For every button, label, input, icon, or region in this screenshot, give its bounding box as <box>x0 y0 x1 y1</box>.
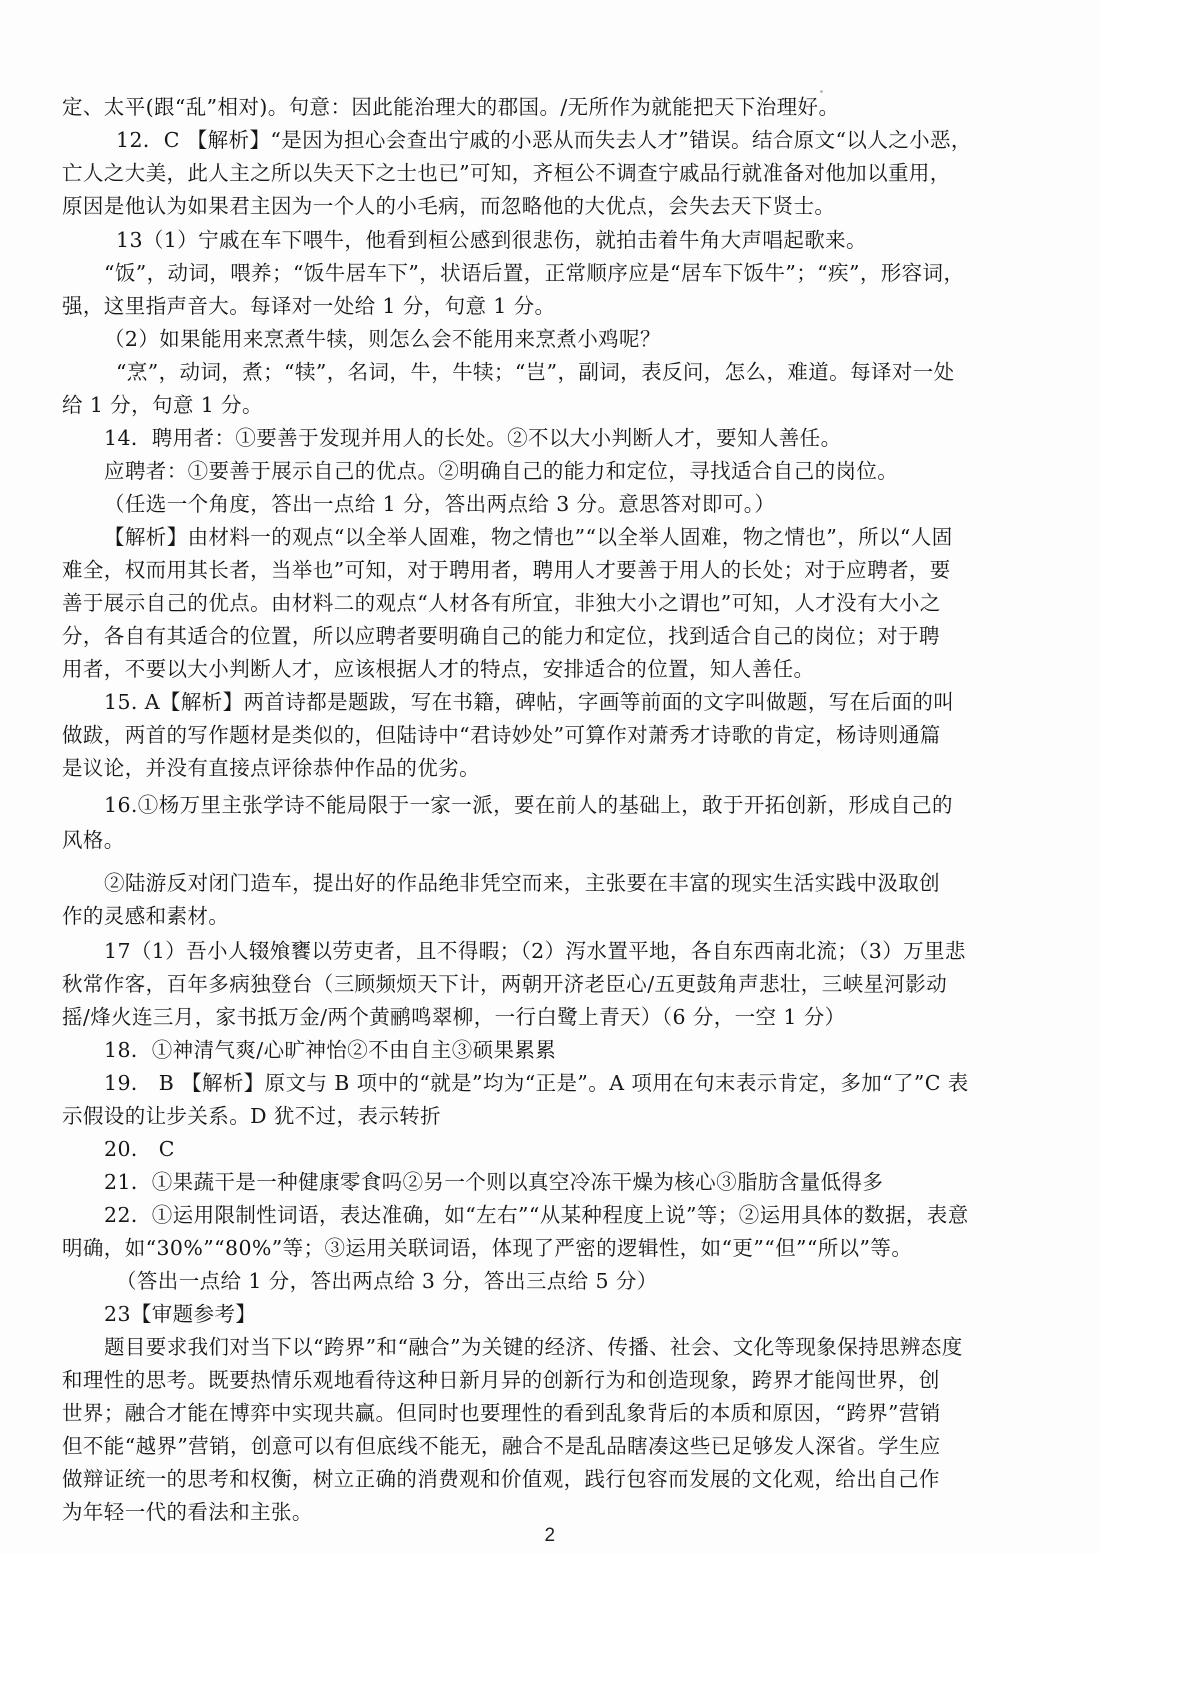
text-line: （任选一个角度，答出一点给 1 分，答出两点给 3 分。意思答对即可。） <box>104 492 776 516</box>
text-line: （2）如果能用来烹煮牛犊，则怎么会不能用来烹煮小鸡呢？ <box>104 327 661 351</box>
text-line: 世界；融合才能在博弈中实现共赢。但同时也要理性的看到乱象背后的本质和原因，“跨界”营销 <box>62 1401 941 1425</box>
text-line: 亡人之大美，此人主之所以失天下之士也已”可知，齐桓公不调查宁戚品行就准备对他加以重用， <box>62 161 951 185</box>
text-line: 秋常作客，百年多病独登台（三顾频烦天下计，两朝开济老臣心/五更鼓角声悲壮，三峡星河影动 <box>62 972 948 996</box>
text-line: 示假设的让步关系。D 犹不过，表示转折 <box>62 1104 442 1128</box>
text-line: 摇/烽火连三月，家书抵万金/两个黄鹂鸣翠柳，一行白鹭上青天）（6 分，一空 1 分） <box>62 1005 846 1029</box>
text-line: 给 1 分，句意 1 分。 <box>62 393 263 417</box>
text-line: 19． B 【解析】原文与 B 项中的“就是”均为“正是”。A 项用在句末表示肯定，多加“了”C 表 <box>104 1071 969 1095</box>
text-line: 做跋，两首的写作题材是类似的，但陆诗中“君诗妙处”可算作对萧秀才诗歌的肯定，杨诗则通篇 <box>62 723 941 747</box>
text-line: 和理性的思考。既要热情乐观地看待这种日新月异的创新行为和创造现象，跨界才能闯世界，创 <box>62 1368 940 1392</box>
text-line: 15. A【解析】两首诗都是题跋，写在书籍，碑帖，字画等前面的文字叫做题，写在后面的叫 <box>104 690 955 714</box>
text-line: 作的灵感和素材。 <box>62 904 230 928</box>
text-line: 12．C 【解析】“是因为担心会查出宁戚的小恶从而失去人才”错误。结合原文“以人之小恶， <box>116 128 972 152</box>
text-line: 风格。 <box>62 828 125 852</box>
text-line: 14．聘用者：①要善于发现并用人的长处。②不以大小判断人才，要知人善任。 <box>104 426 842 450</box>
text-line: 做辩证统一的思考和权衡，树立正确的消费观和价值观，践行包容而发展的文化观，给出自己作 <box>62 1467 940 1491</box>
text-line: 原因是他认为如果君主因为一个人的小毛病，而忽略他的大优点，会失去天下贤士。 <box>62 194 836 218</box>
page-number: 2 <box>544 1525 556 1546</box>
text-line: 20． C <box>104 1137 175 1161</box>
text-line: 17（1）吾小人辍飧饔以劳吏者，且不得暇；（2）泻水置平地，各自东西南北流；（3）万里悲 <box>104 939 966 963</box>
text-line: （答出一点给 1 分，答出两点给 3 分，答出三点给 5 分） <box>116 1269 658 1293</box>
text-line: 21．①果蔬干是一种健康零食吗②另一个则以真空冷冻干燥为核心③脂肪含量低得多 <box>104 1170 884 1194</box>
text-line: 善于展示自己的优点。由材料二的观点“人材各有所宜，非独大小之谓也”可知，人才没有大小之 <box>62 591 941 615</box>
text-line: “烹”，动词，煮；“犊”，名词，牛，牛犊；“岂”，副词，表反问，怎么，难道。每译对一处 <box>116 360 955 384</box>
text-line: ②陆游反对闭门造车，提出好的作品绝非凭空而来，主张要在丰富的现实生活实践中汲取创 <box>104 871 940 895</box>
text-line: “饭”，动词，喂养；“饭牛居车下”，状语后置，正常顺序应是“居车下饭牛”；“疾”，形容词， <box>104 261 965 285</box>
text-line: 分，各自有其适合的位置，所以应聘者要明确自己的能力和定位，找到适合自己的岗位；对于聘 <box>62 624 940 648</box>
text-line: 但不能“越界”营销，创意可以有但底线不能无，融合不是乱品瞎凑这些已足够发人深省。学生应 <box>62 1434 941 1458</box>
text-line: 16.①杨万里主张学诗不能局限于一家一派，要在前人的基础上，敢于开拓创新，形成自己的 <box>104 793 953 817</box>
text-line: 【解析】由材料一的观点“以全举人固难，物之情也”“以全举人固难，物之情也”，所以“人固 <box>104 525 953 549</box>
text-line: 22．①运用限制性词语，表达准确，如“左右”“从某种程度上说”等；②运用具体的数据，表意 <box>104 1203 969 1227</box>
scan-speck <box>820 90 823 93</box>
text-line: 用者，不要以大小判断人才，应该根据人才的特点，安排适合的位置，知人善任。 <box>62 657 815 681</box>
text-line: 13（1）宁戚在车下喂牛，他看到桓公感到很悲伤，就拍击着牛角大声唱起歌来。 <box>116 228 867 252</box>
text-line: 23【审题参考】 <box>104 1302 257 1326</box>
text-line: 是议论，并没有直接点评徐恭仲作品的优劣。 <box>62 756 480 780</box>
text-line: 应聘者：①要善于展示自己的优点。②明确自己的能力和定位，寻找适合自己的岗位。 <box>104 459 899 483</box>
text-line: 18．①神清气爽/心旷神怡②不由自主③硕果累累 <box>104 1038 557 1062</box>
text-line: 为年轻一代的看法和主张。 <box>62 1500 313 1524</box>
text-line: 难全，权而用其长者，当举也”可知，对于聘用者，聘用人才要善于用人的长处；对于应聘者，要 <box>62 558 951 582</box>
text-line: 强，这里指声音大。每译对一处给 1 分，句意 1 分。 <box>62 294 556 318</box>
text-line: 题目要求我们对当下以“跨界”和“融合”为关键的经济、传播、社会、文化等现象保持思辨态度 <box>104 1335 963 1359</box>
text-line: 定、太平(跟“乱”相对)。句意：因此能治理大的郡国。/无所作为就能把天下治理好。 <box>62 95 840 119</box>
text-line: 明确，如“30%”“80%”等；③运用关联词语，体现了严密的逻辑性，如“更”“但”“所以”等。 <box>62 1236 913 1260</box>
